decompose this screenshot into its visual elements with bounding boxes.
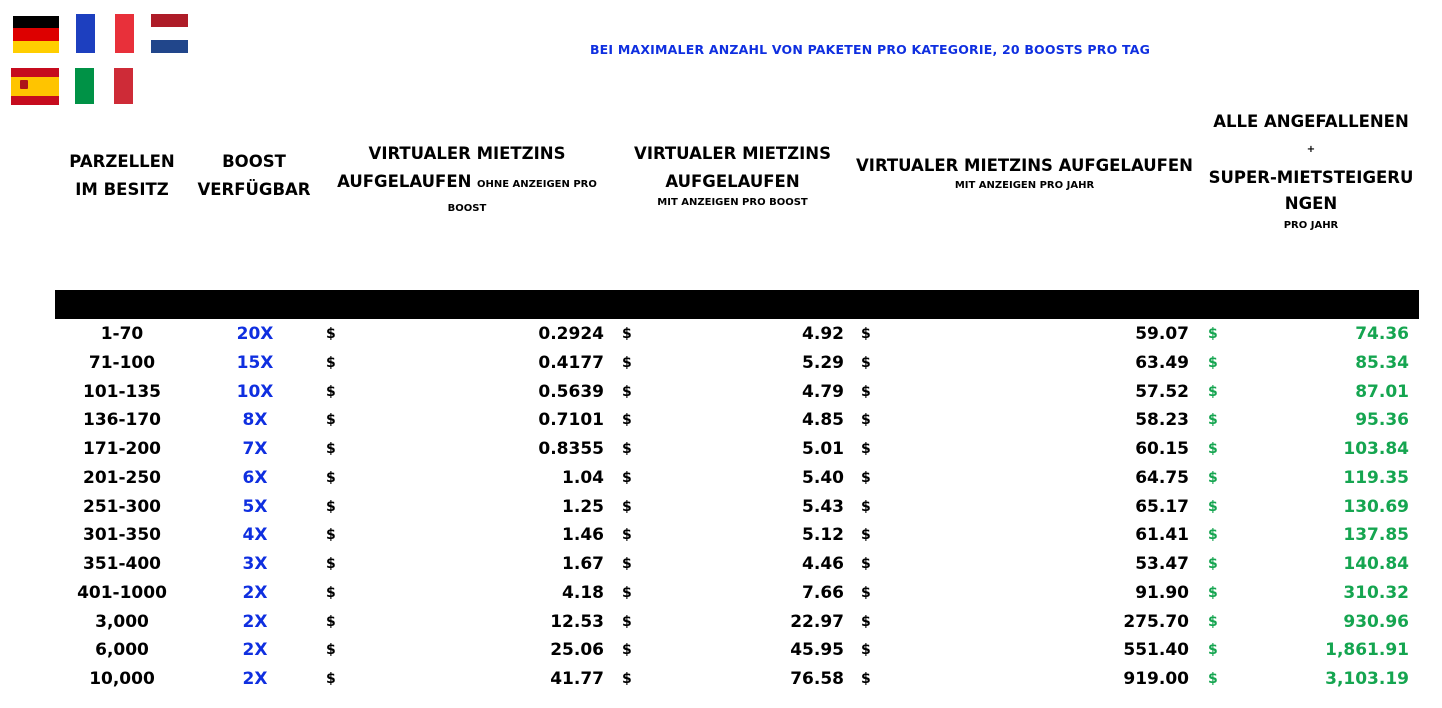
table-row (0, 406, 1442, 435)
header-alle-line2: SUPER-MIETSTEIGERU (1208, 168, 1414, 187)
currency-sign: $ (861, 412, 871, 429)
cell-boost: 20X (236, 324, 274, 344)
header-boost-line1: BOOST (222, 152, 286, 171)
cell-parzellen: 251-300 (82, 496, 162, 517)
table-row (0, 435, 1442, 464)
cell-mit-anzeigen: 4.92 (802, 324, 844, 344)
cell-pro-jahr: 91.90 (1135, 582, 1189, 603)
cell-mit-anzeigen: 45.95 (790, 640, 844, 661)
cell-ohne-anzeigen: 25.06 (550, 640, 604, 661)
currency-sign: $ (861, 642, 871, 659)
currency-sign: $ (326, 469, 336, 486)
cell-parzellen: 10,000 (89, 669, 155, 689)
currency-sign: $ (1208, 412, 1218, 429)
cell-boost: 2X (242, 669, 268, 689)
currency-sign: $ (622, 527, 632, 544)
cell-alle: 1,861.91 (1325, 640, 1409, 661)
cell-boost: 6X (242, 467, 268, 488)
cell-ohne-anzeigen: 1.67 (562, 554, 604, 574)
cell-parzellen: 101-135 (82, 381, 162, 402)
cell-boost: 3X (242, 554, 268, 574)
cell-ohne-anzeigen: 1.25 (562, 496, 604, 517)
cell-ohne-anzeigen: 0.8355 (538, 439, 604, 459)
currency-sign: $ (1208, 642, 1218, 659)
header-mietzins-mit-anzeigen (620, 140, 845, 210)
table-row (0, 636, 1442, 665)
cell-pro-jahr: 63.49 (1135, 352, 1189, 373)
cell-parzellen: 6,000 (95, 640, 149, 661)
currency-sign: $ (622, 556, 632, 572)
table-row (0, 665, 1442, 694)
header-mit-line2: AUFGELAUFEN (665, 172, 800, 191)
table-row (0, 378, 1442, 407)
cell-ohne-anzeigen: 1.04 (562, 467, 604, 488)
header-mietzins-pro-jahr (852, 152, 1197, 192)
cell-mit-anzeigen: 5.12 (802, 525, 844, 546)
currency-sign: $ (326, 326, 336, 342)
cell-alle: 310.32 (1343, 582, 1409, 603)
cell-alle: 74.36 (1355, 324, 1409, 344)
cell-alle: 137.85 (1343, 525, 1409, 546)
currency-sign: $ (1208, 556, 1218, 572)
currency-sign: $ (622, 326, 632, 342)
cell-mit-anzeigen: 7.66 (802, 582, 844, 603)
cell-ohne-anzeigen: 41.77 (550, 669, 604, 689)
cell-mit-anzeigen: 4.85 (802, 410, 844, 431)
table-row (0, 349, 1442, 378)
cell-boost: 5X (242, 496, 268, 517)
table-row (0, 464, 1442, 493)
table-row (0, 579, 1442, 608)
cell-alle: 95.36 (1355, 410, 1409, 431)
currency-sign: $ (326, 613, 336, 630)
currency-sign: $ (861, 326, 871, 342)
currency-sign: $ (861, 469, 871, 486)
cell-parzellen: 401-1000 (77, 582, 167, 603)
cell-mit-anzeigen: 76.58 (790, 669, 844, 689)
cell-alle: 130.69 (1343, 496, 1409, 517)
currency-sign: $ (622, 613, 632, 630)
header-alle-line1: ALLE ANGEFALLENEN (1213, 112, 1409, 131)
currency-sign: $ (861, 498, 871, 515)
header-divider-bar (55, 290, 1419, 319)
banner-text: BEI MAXIMALER ANZAHL VON PAKETEN PRO KATEGORIE, 20 BOOSTS PRO TAG (589, 42, 1151, 57)
header-alle-plus: + (1306, 144, 1316, 155)
currency-sign: $ (1208, 584, 1218, 601)
cell-parzellen: 136-170 (82, 410, 162, 431)
currency-sign: $ (326, 556, 336, 572)
cell-pro-jahr: 57.52 (1135, 381, 1189, 402)
cell-mit-anzeigen: 5.43 (802, 496, 844, 517)
table-row (0, 320, 1442, 349)
cell-pro-jahr: 919.00 (1123, 669, 1189, 689)
currency-sign: $ (1208, 469, 1218, 486)
currency-sign: $ (861, 584, 871, 601)
table-row (0, 521, 1442, 550)
flag-germany-icon[interactable] (13, 16, 59, 53)
header-parzellen (60, 148, 184, 204)
data-table (0, 320, 1442, 694)
cell-pro-jahr: 61.41 (1135, 525, 1189, 546)
header-ohne-small2: BOOST (447, 203, 487, 214)
currency-sign: $ (622, 671, 632, 687)
currency-sign: $ (1208, 671, 1218, 687)
header-jahr-line1: VIRTUALER MIETZINS AUFGELAUFEN (856, 156, 1193, 175)
header-mit-small: MIT ANZEIGEN PRO BOOST (657, 197, 808, 208)
cell-mit-anzeigen: 4.79 (802, 381, 844, 402)
cell-ohne-anzeigen: 4.18 (562, 582, 604, 603)
header-parzellen-line2: IM BESITZ (75, 180, 169, 199)
cell-alle: 3,103.19 (1325, 669, 1409, 689)
table-row (0, 550, 1442, 579)
currency-sign: $ (1208, 613, 1218, 630)
currency-sign: $ (861, 527, 871, 544)
currency-sign: $ (326, 354, 336, 371)
currency-sign: $ (326, 441, 336, 457)
cell-alle: 140.84 (1343, 554, 1409, 574)
cell-ohne-anzeigen: 0.5639 (538, 381, 604, 402)
currency-sign: $ (861, 556, 871, 572)
currency-sign: $ (861, 383, 871, 400)
currency-sign: $ (326, 383, 336, 400)
currency-sign: $ (622, 584, 632, 601)
cell-parzellen: 301-350 (82, 525, 162, 546)
header-ohne-small: OHNE ANZEIGEN PRO (476, 179, 597, 190)
currency-sign: $ (622, 412, 632, 429)
header-ohne-line1: VIRTUALER MIETZINS (368, 144, 566, 163)
header-ohne-line2: AUFGELAUFEN (337, 172, 472, 191)
flag-france-icon[interactable] (76, 14, 134, 53)
cell-ohne-anzeigen: 0.7101 (538, 410, 604, 431)
currency-sign: $ (622, 354, 632, 371)
cell-pro-jahr: 58.23 (1135, 410, 1189, 431)
flag-netherlands-icon[interactable] (151, 14, 188, 53)
cell-parzellen: 1-70 (100, 324, 144, 344)
currency-sign: $ (1208, 383, 1218, 400)
currency-sign: $ (622, 383, 632, 400)
cell-boost: 10X (236, 381, 274, 402)
currency-sign: $ (326, 642, 336, 659)
cell-boost: 7X (242, 439, 268, 459)
cell-ohne-anzeigen: 12.53 (550, 611, 604, 632)
cell-pro-jahr: 60.15 (1135, 439, 1189, 459)
currency-sign: $ (1208, 498, 1218, 515)
cell-boost: 2X (242, 640, 268, 661)
currency-sign: $ (326, 527, 336, 544)
cell-ohne-anzeigen: 1.46 (562, 525, 604, 546)
currency-sign: $ (1208, 441, 1218, 457)
cell-mit-anzeigen: 4.46 (802, 554, 844, 574)
cell-parzellen: 171-200 (82, 439, 162, 459)
currency-sign: $ (861, 441, 871, 457)
cell-pro-jahr: 53.47 (1135, 554, 1189, 574)
cell-pro-jahr: 275.70 (1123, 611, 1189, 632)
header-mit-line1: VIRTUALER MIETZINS (634, 144, 831, 163)
currency-sign: $ (326, 412, 336, 429)
cell-parzellen: 3,000 (95, 611, 149, 632)
cell-pro-jahr: 59.07 (1135, 324, 1189, 344)
currency-sign: $ (1208, 527, 1218, 544)
header-boost (192, 148, 316, 204)
cell-boost: 15X (236, 352, 274, 373)
header-boost-line2: VERFÜGBAR (197, 180, 311, 199)
cell-alle: 930.96 (1343, 611, 1409, 632)
cell-ohne-anzeigen: 0.4177 (538, 352, 604, 373)
currency-sign: $ (861, 671, 871, 687)
cell-parzellen: 71-100 (88, 352, 156, 373)
cell-pro-jahr: 65.17 (1135, 496, 1189, 517)
header-mietzins-ohne-anzeigen (322, 140, 612, 219)
cell-boost: 4X (242, 525, 268, 546)
cell-mit-anzeigen: 22.97 (790, 611, 844, 632)
cell-alle: 87.01 (1355, 381, 1409, 402)
header-jahr-small: MIT ANZEIGEN PRO JAHR (954, 180, 1095, 191)
header-alle-small: PRO JAHR (1283, 220, 1339, 231)
cell-alle: 85.34 (1355, 352, 1409, 373)
currency-sign: $ (326, 498, 336, 515)
currency-sign: $ (622, 498, 632, 515)
currency-sign: $ (326, 671, 336, 687)
flag-spain-icon[interactable] (11, 68, 59, 105)
currency-sign: $ (1208, 354, 1218, 371)
cell-boost: 8X (242, 410, 268, 431)
header-alle-line3: NGEN (1284, 194, 1338, 213)
flag-italy-icon[interactable] (75, 68, 133, 104)
header-alle-angefallenen (1202, 108, 1420, 236)
cell-mit-anzeigen: 5.01 (802, 439, 844, 459)
currency-sign: $ (622, 441, 632, 457)
cell-boost: 2X (242, 582, 268, 603)
cell-alle: 103.84 (1343, 439, 1409, 459)
cell-parzellen: 351-400 (82, 554, 162, 574)
table-row (0, 608, 1442, 637)
currency-sign: $ (622, 469, 632, 486)
currency-sign: $ (1208, 326, 1218, 342)
cell-parzellen: 201-250 (82, 467, 162, 488)
cell-alle: 119.35 (1343, 467, 1409, 488)
cell-ohne-anzeigen: 0.2924 (538, 324, 604, 344)
cell-mit-anzeigen: 5.40 (802, 467, 844, 488)
currency-sign: $ (861, 613, 871, 630)
table-row (0, 493, 1442, 522)
currency-sign: $ (861, 354, 871, 371)
cell-pro-jahr: 64.75 (1135, 467, 1189, 488)
currency-sign: $ (326, 584, 336, 601)
cell-mit-anzeigen: 5.29 (802, 352, 844, 373)
cell-pro-jahr: 551.40 (1123, 640, 1189, 661)
cell-boost: 2X (242, 611, 268, 632)
header-parzellen-line1: PARZELLEN (69, 152, 175, 171)
currency-sign: $ (622, 642, 632, 659)
